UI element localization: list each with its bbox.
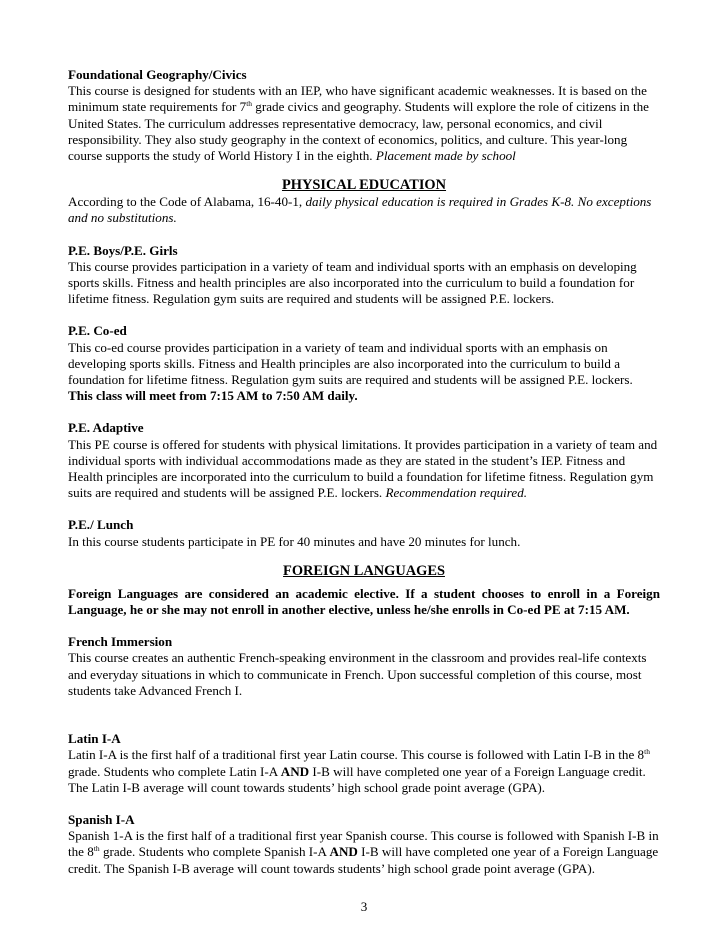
geo-civics-description: This course is designed for students with an IEP, who have significant academic weaknesses. It is based on the minimum state requirements for 7th grade civics and geography. Students will explore the role of citizens in the United States. The curriculum addresses representative democracy, law, personal economics, and civil responsibility. They also study geography in the context of economics, politics, and culture. This year-long course supports the study of World History I in the eighth. Placement made by school [68, 83, 649, 164]
pe-boys-girls-title: P.E. Boys/P.E. Girls [68, 242, 178, 258]
pe-coed-description: This co-ed course provides participation in a variety of team and individual sports with an emphasis on developing sports skills. Fitness and Health principles are also incorporated into the curriculum to build a foundation for lifetime fitness. Regulation gym suits are required and students will be assigned P.E. lockers. [68, 339, 633, 388]
document-page [68, 67, 660, 877]
page-number: 3 [360, 899, 368, 914]
placement-note: Placement made by school [375, 148, 516, 164]
pe-lunch-title: P.E./ Lunch [68, 517, 134, 533]
pe-coed-title: P.E. Co-ed [68, 323, 127, 339]
french-immersion-description: This course creates an authentic French-speaking environment in the classroom and provides real-life contexts and everyday situations in which to communicate in French. Upon successful completion of this course, most students take Advanced French I. [68, 650, 647, 698]
spanish-description: Spanish 1-A is the first half of a traditional first year Spanish course. This course is followed with Spanish I-B in the 8th grade. Students who complete Spanish I-A AND I-B will have completed one year of a Foreign Language credit. The Spanish I-B average will count towards students’ high school grade point average (GPA). [68, 828, 659, 876]
pe-adaptive-title: P.E. Adaptive [68, 420, 144, 436]
latin-title: Latin I-A [68, 731, 121, 747]
pe-lunch-description: In this course students participate in PE for 40 minutes and have 20 minutes for lunch. [68, 533, 521, 549]
pe-boys-girls-description: This course provides participation in a variety of team and individual sports with an emphasis on developing sports skills. Fitness and health principles are also incorporated into the curriculum to build a foundation for lifetime fitness. Regulation gym suits are required and students will be assigned P.E. lockers. [68, 258, 637, 307]
foreign-languages-note: Foreign Languages are considered an academic elective. If a student chooses to enroll in a Foreign Language, he or she may not enroll in another elective, unless he/she enrolls in Co-ed PE at 7:15 AM. [68, 585, 660, 618]
physical-education-intro: According to the Code of Alabama, 16-40-1, daily physical education is required in Grades K-8. No exceptions and no substitutions. [68, 194, 652, 226]
geo-civics-title: Foundational Geography/Civics [68, 67, 247, 82]
pe-adaptive-description: This PE course is offered for students with physical limitations. It provides participation in a variety of team and individual sports with individual accommodations made as they are stated in the student’s IEP. Fitness and Health principles are incorporated into the curriculum to build a foundation for lifetime fitness. Regulation gym suits are required and students will be assigned P.E. lockers. Recommendation required. [68, 436, 658, 501]
spanish-title: Spanish I-A [68, 811, 135, 827]
latin-description: Latin I-A is the first half of a traditional first year Latin course. This course is followed with Latin I-B in the 8th grade. Students who complete Latin I-A AND I-B will have completed one year of a Foreign Language credit. The Latin I-B average will count towards students’ high school grade point average (GPA). [68, 747, 650, 795]
french-immersion-title: French Immersion [68, 634, 173, 650]
pe-coed-schedule-note: This class will meet from 7:15 AM to 7:50 AM daily. [68, 388, 358, 404]
physical-education-heading: PHYSICAL EDUCATION [281, 177, 447, 194]
foreign-languages-heading: FOREIGN LANGUAGES [283, 562, 445, 579]
